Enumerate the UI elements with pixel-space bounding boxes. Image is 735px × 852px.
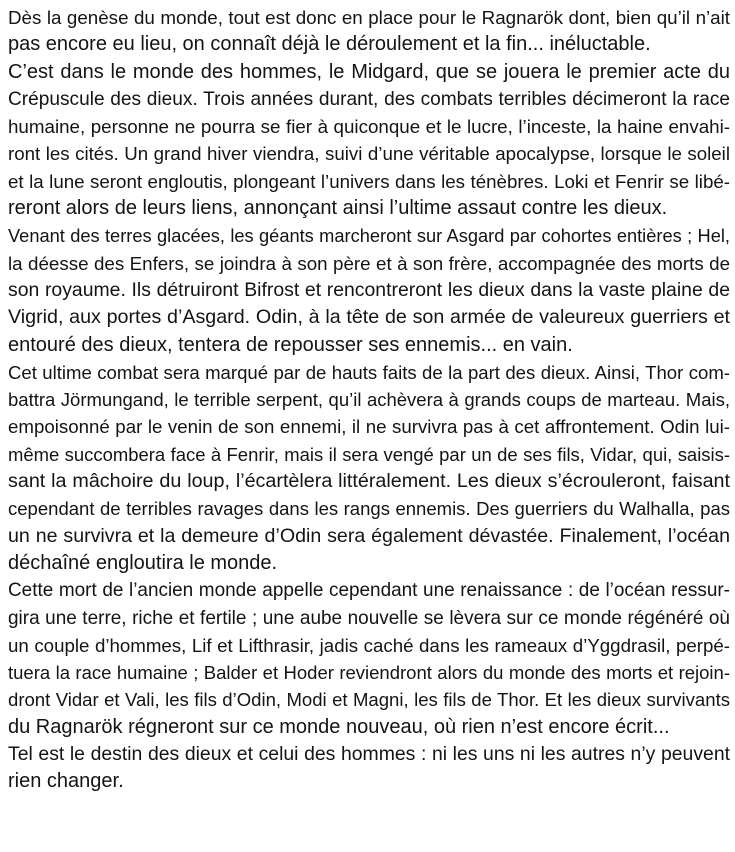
text-line: battra Jörmungand, le terrible serpent, qu’il achèvera à grands coups de marteau. Mais, (8, 389, 730, 411)
paragraph (8, 359, 730, 577)
text-line: empoisonné par le venin de son ennemi, il ne survivra pas à cet affrontement. Odin lui- (8, 416, 730, 438)
text-line: son royaume. Ils détruiront Bifrost et rencontreront les dieux dans la vaste plaine de (8, 278, 730, 301)
text-line: cependant de terribles ravages dans les rangs ennemis. Des guerriers du Walhalla, pas (8, 498, 730, 520)
text-line: même succombera face à Fenrir, mais il sera vengé par un de ses fils, Vidar, qui, saisis- (8, 443, 730, 465)
text-line: Vigrid, aux portes d’Asgard. Odin, à la tête de son armée de valeureux guerriers et (8, 306, 730, 329)
text-line: Venant des terres glacées, les géants marcheront sur Asgard par cohortes entières ; Hel, (8, 225, 730, 247)
text-line: entouré des dieux, tentera de repousser ses ennemis... en vain. (8, 333, 573, 356)
text-line: Cet ultime combat sera marqué par de hauts faits de la part des dieux. Ainsi, Thor com- (8, 361, 730, 383)
text-line: un couple d’hommes, Lif et Lifthrasir, jadis caché dans les rameaux d’Yggdrasil, perpé- (8, 634, 730, 656)
text-line: rien changer. (8, 770, 124, 793)
paragraph (8, 222, 730, 358)
text-line: gira une terre, riche et fertile ; une aube nouvelle se lèvera sur ce monde régénéré où (8, 607, 730, 629)
paragraph (8, 577, 730, 741)
text-line: la déesse des Enfers, se joindra à son père et à son frère, accompagnée des morts de (8, 252, 730, 274)
paragraph (8, 59, 730, 223)
text-line: ront les cités. Un grand hiver viendra, suivi d’une véritable apocalypse, lorsque le soleil (8, 143, 730, 165)
text-line: tuera la race humaine ; Balder et Hoder reviendront alors du monde des morts et rejoin- (8, 662, 730, 684)
paragraph (8, 4, 730, 59)
text-line: humaine, personne ne pourra se fier à quiconque et le lucre, l’inceste, la haine envahi- (8, 116, 730, 138)
text-line: Crépuscule des dieux. Trois années durant, des combats terribles décimeront la race (8, 88, 730, 110)
text-line: pas encore eu lieu, on connaît déjà le déroulement et la fin... inéluctable. (8, 33, 651, 56)
body-text (8, 4, 730, 796)
text-line: C’est dans le monde des hommes, le Midgard, que se jouera le premier acte du (8, 60, 730, 83)
paragraph (8, 741, 730, 796)
text-line: déchaîné engloutira le monde. (8, 551, 278, 574)
text-line: reront alors de leurs liens, annonçant ainsi l’ultime assaut contre les dieux. (8, 197, 668, 220)
text-line: Dès la genèse du monde, tout est donc en place pour le Ragnarök dont, bien qu’il n’ait (8, 7, 730, 28)
text-line: dront Vidar et Vali, les fils d’Odin, Modi et Magni, les fils de Thor. Et les dieux survivants (8, 689, 730, 711)
text-line: et la lune seront engloutis, plongeant l’univers dans les ténèbres. Loki et Fenrir se libé- (8, 170, 730, 192)
text-line: un ne survivra et la demeure d’Odin sera également dévastée. Finalement, l’océan (8, 524, 730, 547)
text-line: Tel est le destin des dieux et celui des hommes : ni les uns ni les autres n’y peuvent (8, 743, 730, 766)
text-line: sant la mâchoire du loup, l’écartèlera littéralement. Les dieux s’écrouleront, faisant (8, 470, 730, 493)
text-line: Cette mort de l’ancien monde appelle cependant une renaissance : de l’océan ressur- (8, 580, 730, 602)
text-line: du Ragnarök régneront sur ce monde nouveau, où rien n’est encore écrit... (8, 715, 670, 738)
